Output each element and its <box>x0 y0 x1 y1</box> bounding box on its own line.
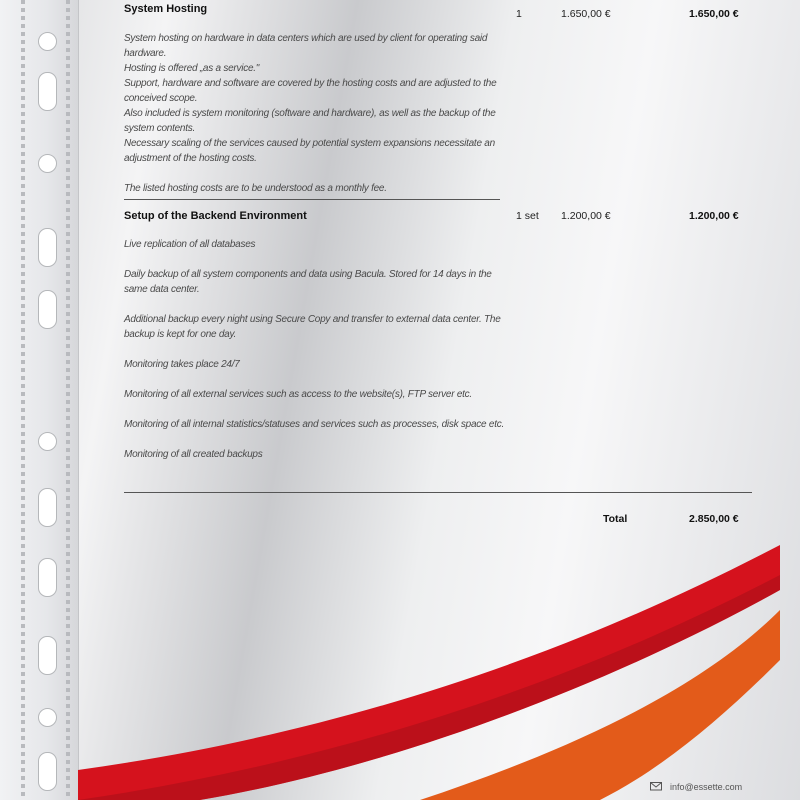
item-title: Setup of the Backend Environment <box>124 210 307 222</box>
total-label: Total <box>603 513 628 525</box>
item-quantity: 1 <box>516 8 522 20</box>
item-description: System hosting on hardware in data centers which are used by client for operating said hardware. Hosting is offered „as a service." Support, hardware and software are covered by the hosting costs and are adjusted to the conceived scope. Also included is system monitoring (software and hardware), as well as the backup of the system contents. Necessary scaling of the services caused by potential system expansions necessitate an adjustment of the hosting costs. The listed hosting costs are to be understood as a monthly fee. <box>124 33 497 194</box>
total-value: 2.850,00 € <box>689 513 739 525</box>
item-amount: 1.200,00 € <box>689 210 739 222</box>
item-divider <box>124 199 500 200</box>
item-unit-price: 1.650,00 € <box>561 8 611 20</box>
item-amount: 1.650,00 € <box>689 8 739 20</box>
item-unit-price: 1.200,00 € <box>561 210 611 222</box>
total-divider <box>124 492 752 493</box>
item-description: Live replication of all databases Daily backup of all system components and data using Bacula. Stored for 14 days in the same data center. Additional backup every night using Secure Copy and transfer to external data center. The backup is kept for one day. Monitoring takes place 24/7 Monitoring of all external services such as access to the website(s), FTP server etc. Monitoring of all internal statistics/statuses and services such as processes, disk space etc. Monitoring of all created backups <box>124 239 505 460</box>
item-title: System Hosting <box>124 3 208 15</box>
item-quantity: 1 set <box>516 210 539 222</box>
envelope-icon <box>650 781 662 791</box>
footer-email[interactable]: info@essette.com <box>670 782 743 792</box>
